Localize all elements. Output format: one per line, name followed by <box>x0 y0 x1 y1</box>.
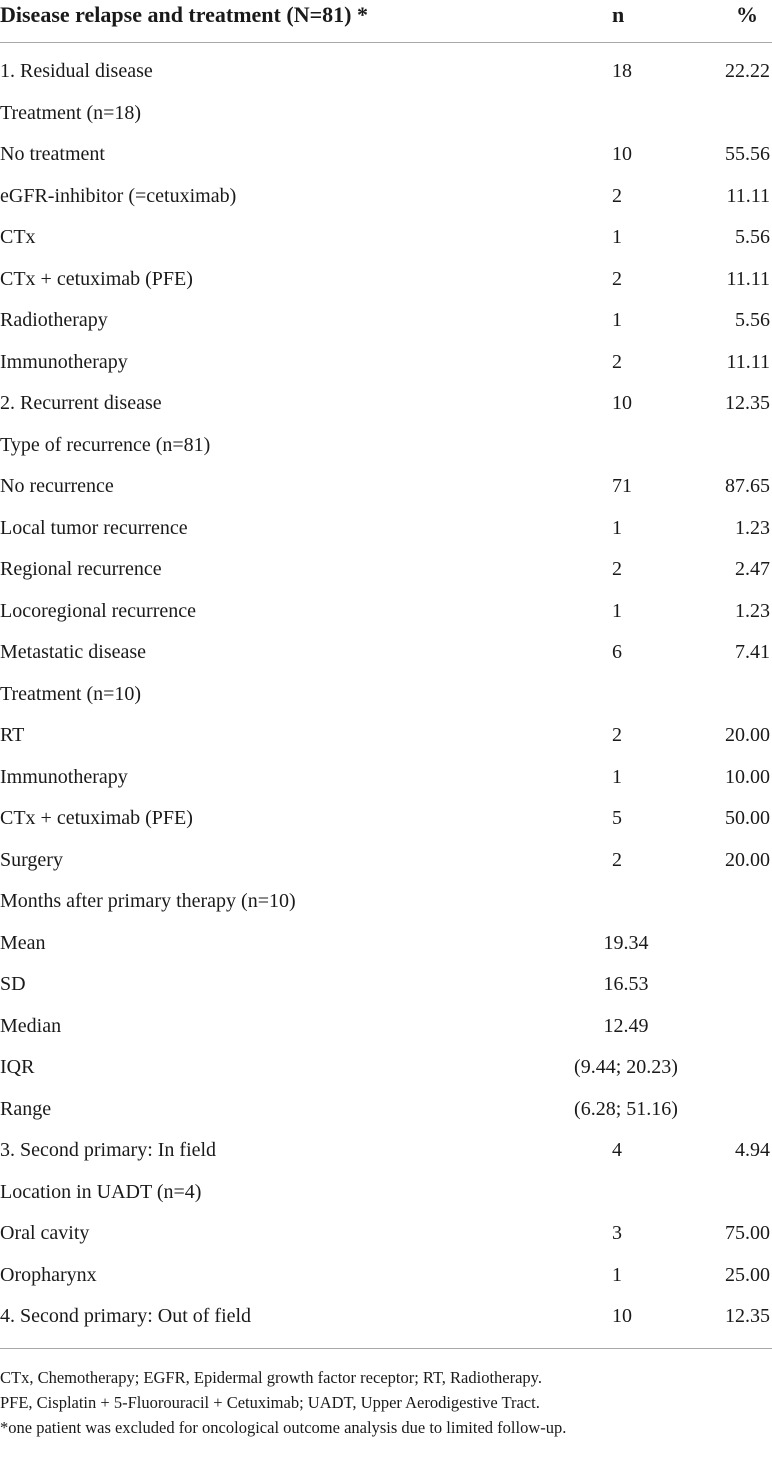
row-label: Oropharynx <box>0 1263 97 1286</box>
row-pct <box>692 1172 772 1214</box>
row-n: 2 <box>612 848 622 871</box>
table-row <box>0 715 772 757</box>
row-n: 10 <box>612 143 632 166</box>
row-pct: 11.11 <box>726 184 770 207</box>
row-pct: 1.23 <box>735 516 770 539</box>
row-label: eGFR-inhibitor (=cetuximab) <box>0 184 237 207</box>
row-label: Treatment (n=10) <box>0 682 142 705</box>
row-n <box>540 1172 692 1214</box>
row-n: 1 <box>612 599 622 622</box>
table-row <box>0 93 772 135</box>
row-label: Range <box>0 1097 52 1120</box>
row-label: Immunotherapy <box>0 765 128 788</box>
table-row <box>0 757 772 799</box>
table-row <box>0 176 772 218</box>
row-pct <box>692 93 772 135</box>
row-n: 1 <box>612 1263 622 1286</box>
table-row <box>0 466 772 508</box>
table-row <box>0 508 772 550</box>
header-n: n <box>540 0 692 43</box>
row-pct: 12.35 <box>725 1305 770 1328</box>
table-row <box>0 342 772 384</box>
table-row <box>0 674 772 716</box>
row-n <box>540 93 692 135</box>
table-row <box>0 1213 772 1255</box>
row-n: 1 <box>612 226 622 249</box>
row-label: Location in UADT (n=4) <box>0 1180 202 1203</box>
row-pct: 4.94 <box>735 1139 770 1162</box>
row-label: 2. Recurrent disease <box>0 392 162 415</box>
table-row <box>0 632 772 674</box>
row-n: 2 <box>612 267 622 290</box>
row-n: 1 <box>612 516 622 539</box>
header-label: Disease relapse and treatment (N=81) * <box>0 0 540 43</box>
row-pct: 25.00 <box>725 1263 770 1286</box>
row-label: Treatment (n=18) <box>0 101 142 124</box>
row-label: CTx <box>0 226 36 249</box>
row-pct: 10.00 <box>725 765 770 788</box>
row-label: No treatment <box>0 143 105 166</box>
footnote-abbreviations-1: CTx, Chemotherapy; EGFR, Epidermal growth factor receptor; RT, Radiotherapy. <box>0 1367 542 1387</box>
table-row <box>0 425 772 467</box>
row-n: 2 <box>612 724 622 747</box>
row-n: 6 <box>612 641 622 664</box>
row-summary-value: 19.34 <box>603 931 649 954</box>
table-row <box>0 840 772 882</box>
table-row <box>0 1089 772 1131</box>
footnote-abbreviations-2: PFE, Cisplatin + 5-Fluorouracil + Cetuximab; UADT, Upper Aerodigestive Tract. <box>0 1392 540 1412</box>
row-n: 2 <box>612 350 622 373</box>
row-pct: 11.11 <box>726 267 770 290</box>
row-summary-value: (6.28; 51.16) <box>574 1097 678 1120</box>
row-pct: 5.56 <box>735 226 770 249</box>
table-row <box>0 881 772 923</box>
table-row <box>0 923 772 965</box>
row-summary-value: 12.49 <box>603 1014 649 1037</box>
header-pct: % <box>692 0 772 43</box>
row-pct: 20.00 <box>725 848 770 871</box>
row-pct: 22.22 <box>725 60 770 83</box>
table-row <box>0 217 772 259</box>
row-n <box>540 674 692 716</box>
row-n: 71 <box>612 475 632 498</box>
row-label: Surgery <box>0 848 63 871</box>
row-pct: 50.00 <box>725 807 770 830</box>
table-header-row <box>0 0 772 43</box>
row-label: Locoregional recurrence <box>0 599 196 622</box>
row-n: 1 <box>612 765 622 788</box>
row-label: 4. Second primary: Out of field <box>0 1305 252 1328</box>
row-label: Type of recurrence (n=81) <box>0 433 211 456</box>
table-footnotes <box>0 1348 772 1440</box>
row-label: 1. Residual disease <box>0 60 153 83</box>
table-row <box>0 964 772 1006</box>
row-n: 2 <box>612 184 622 207</box>
table-row <box>0 1047 772 1089</box>
row-n: 10 <box>612 1305 632 1328</box>
row-label: Regional recurrence <box>0 558 162 581</box>
table-row <box>0 259 772 301</box>
table-row <box>0 1296 772 1338</box>
row-label: CTx + cetuximab (PFE) <box>0 267 193 290</box>
row-label: SD <box>0 973 26 996</box>
footnote-exclusion: *one patient was excluded for oncological outcome analysis due to limited follow-up. <box>0 1417 567 1437</box>
row-summary-value: 16.53 <box>603 973 649 996</box>
table-row <box>0 134 772 176</box>
row-pct: 87.65 <box>725 475 770 498</box>
table-row <box>0 300 772 342</box>
table-row <box>0 591 772 633</box>
row-n: 5 <box>612 807 622 830</box>
row-pct <box>692 425 772 467</box>
table-row <box>0 549 772 591</box>
row-label: Months after primary therapy (n=10) <box>0 890 296 913</box>
row-pct: 7.41 <box>735 641 770 664</box>
row-pct: 11.11 <box>726 350 770 373</box>
table-row <box>0 1006 772 1048</box>
row-n: 10 <box>612 392 632 415</box>
row-summary-value: (9.44; 20.23) <box>574 1056 678 1079</box>
row-pct: 2.47 <box>735 558 770 581</box>
row-label: Radiotherapy <box>0 309 108 332</box>
row-label: Immunotherapy <box>0 350 128 373</box>
table-row <box>0 383 772 425</box>
row-label: Local tumor recurrence <box>0 516 188 539</box>
row-pct: 20.00 <box>725 724 770 747</box>
table-row <box>0 1255 772 1297</box>
row-label: Metastatic disease <box>0 641 147 664</box>
row-n: 2 <box>612 558 622 581</box>
row-n <box>540 425 692 467</box>
table-body <box>0 43 772 1338</box>
row-label: Median <box>0 1014 62 1037</box>
row-pct: 5.56 <box>735 309 770 332</box>
row-pct: 12.35 <box>725 392 770 415</box>
row-n: 3 <box>612 1222 622 1245</box>
row-n: 1 <box>612 309 622 332</box>
row-n: 4 <box>612 1139 622 1162</box>
table-row <box>0 43 772 93</box>
row-label: IQR <box>0 1056 35 1079</box>
row-pct <box>692 881 772 923</box>
row-label: 3. Second primary: In field <box>0 1139 217 1162</box>
row-pct <box>692 674 772 716</box>
row-n <box>540 881 692 923</box>
row-label: No recurrence <box>0 475 114 498</box>
row-label: Mean <box>0 931 46 954</box>
row-pct: 55.56 <box>725 143 770 166</box>
table-row <box>0 798 772 840</box>
row-pct: 75.00 <box>725 1222 770 1245</box>
table-row <box>0 1172 772 1214</box>
row-n: 18 <box>612 60 632 83</box>
row-label: CTx + cetuximab (PFE) <box>0 807 193 830</box>
row-label: Oral cavity <box>0 1222 90 1245</box>
table-row <box>0 1130 772 1172</box>
row-label: RT <box>0 724 25 747</box>
row-pct: 1.23 <box>735 599 770 622</box>
